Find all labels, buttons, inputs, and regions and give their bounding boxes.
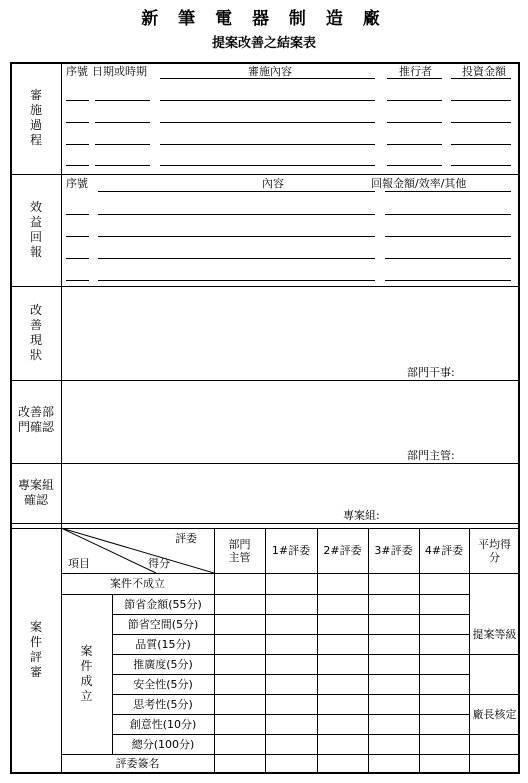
- review-section-label: 案 件 評 審: [29, 620, 42, 679]
- section-divider: [10, 463, 520, 464]
- grid-line: [419, 528, 420, 773]
- grid-line: [214, 528, 215, 773]
- impl-col-executor: 推行者: [399, 65, 432, 78]
- header-judge-4: 4#評委: [424, 544, 464, 557]
- document-title: 新 筆 電 器 制 造 廠: [141, 9, 387, 29]
- row-item-savings: 節省金額(55分): [124, 597, 202, 611]
- section-divider: [10, 523, 520, 524]
- diag-label-item: 項目: [68, 557, 90, 570]
- header-dept-head: 部門 主管: [228, 537, 251, 564]
- benefit-section-label: 效 益 回 報: [29, 200, 42, 259]
- impl-col-date: 日期或時期: [92, 65, 147, 78]
- section-divider: [10, 380, 520, 381]
- impl-col-invest: 投資金額: [462, 65, 506, 78]
- group-confirm-sign-label: 專案組:: [343, 509, 380, 522]
- row-established-label: 案 件 成 立: [80, 644, 93, 703]
- grid-line: [265, 528, 266, 773]
- diag-label-judge: 評委: [175, 532, 197, 545]
- grid-line: [469, 734, 520, 735]
- grid-line: [368, 528, 369, 773]
- proposal-level-label: 提案等級: [472, 627, 517, 641]
- fill-line: [98, 191, 375, 192]
- benefit-col-seq: 序號: [66, 177, 88, 190]
- row-item-promotion: 推廣度(5分): [133, 657, 193, 671]
- fill-line: [451, 78, 511, 79]
- row-item-safety: 安全性(5分): [133, 677, 193, 691]
- document-subtitle: 提案改善之結案表: [211, 36, 316, 51]
- row-item-total: 總分(100分): [131, 737, 195, 751]
- header-judge-1: 1#評委: [271, 544, 311, 557]
- section-divider: [10, 286, 520, 287]
- row-item-space: 節省空間(5分): [127, 617, 199, 631]
- impl-col-content: 審施內容: [248, 65, 292, 78]
- fill-line: [160, 78, 375, 79]
- header-judge-2: 2#評委: [323, 544, 362, 557]
- row-not-established: 案件不成立: [110, 577, 165, 590]
- director-approval-label: 廠長核定: [472, 707, 517, 721]
- fill-line: [387, 78, 442, 79]
- diag-label-score: 得分: [148, 557, 170, 570]
- row-item-thinking: 思考性(5分): [133, 697, 193, 711]
- grid-line: [469, 654, 520, 655]
- section-divider: [10, 174, 520, 175]
- dept-confirm-label: 改善部 門確認: [17, 405, 54, 434]
- grid-line: [469, 573, 520, 574]
- fill-line: [385, 191, 511, 192]
- row-item-creativity: 創意性(10分): [129, 717, 197, 731]
- impl-section-label: 審 施 過 程: [29, 88, 42, 147]
- status-section-label: 改 善 現 狀: [29, 303, 42, 362]
- group-confirm-label: 專案組 確認: [17, 478, 54, 507]
- header-average: 平均得 分: [478, 537, 511, 564]
- row-item-quality: 品質(15分): [135, 637, 191, 651]
- dept-confirm-sign-label: 部門主管:: [407, 449, 455, 462]
- row-judge-signature: 評委簽名: [115, 757, 160, 770]
- impl-col-seq: 序號: [66, 65, 88, 78]
- status-sign-label: 部門干事:: [407, 366, 455, 379]
- benefit-col-content: 內容: [262, 177, 284, 190]
- header-judge-3: 3#評委: [374, 544, 413, 557]
- benefit-col-return: 回報金額/效率/其他: [371, 177, 467, 190]
- grid-line: [317, 528, 318, 773]
